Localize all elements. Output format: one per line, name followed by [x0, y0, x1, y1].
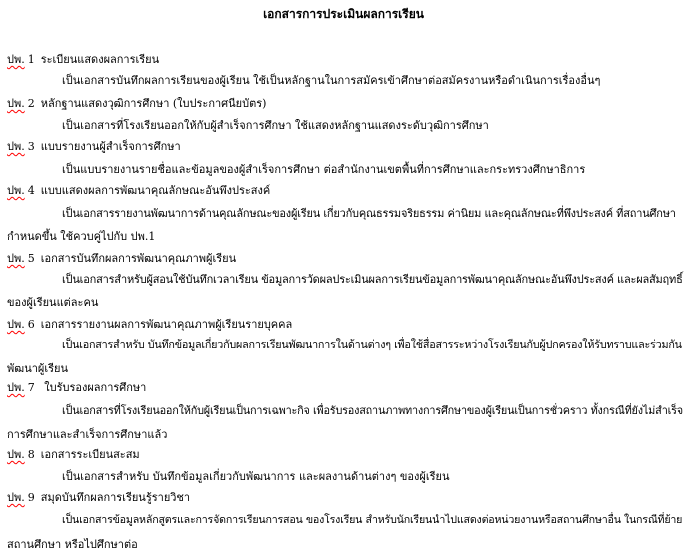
item-name: ใบรับรองผลการศึกษา — [40, 381, 147, 394]
item-number: 7 — [27, 381, 35, 394]
item-heading — [7, 381, 146, 394]
item-description-continued: กำหนดขึ้น ใช้ควบคู่ไปกับ ปพ.1 — [7, 230, 156, 243]
item-name: แบบแสดงผลการพัฒนาคุณลักษณะอันพึงประสงค์ — [40, 184, 271, 197]
item-number: 6 — [27, 318, 35, 331]
item-heading — [7, 184, 270, 197]
item-description: เป็นเอกสารข้อมูลหลักสูตรและการจัดการเรียนการสอน ของโรงเรียน สำหรับนักเรียนนำไปแสดงต่อหน่วยงานหรือสถานศึกษาอื่น ในกรณีที่ย้าย — [62, 513, 683, 526]
item-code: ปพ. — [7, 252, 25, 265]
item-code: ปพ. — [7, 97, 25, 110]
item-code: ปพ. — [7, 491, 25, 504]
item-name: เอกสารระเบียนสะสม — [40, 448, 140, 461]
item-description: เป็นเอกสารบันทึกผลการเรียนของผู้เรียน ใช้เป็นหลักฐานในการสมัครเข้าศึกษาต่อสมัครงานหรือดำเนินการเรื่องอื่นๆ — [62, 74, 601, 87]
item-code: ปพ. — [7, 318, 25, 331]
item-name: ระเบียนแสดงผลการเรียน — [40, 53, 160, 66]
item-name: สมุดบันทึกผลการเรียนรู้รายวิชา — [40, 491, 191, 504]
item-description: เป็นเอกสารสำหรับผู้สอนใช้บันทึกเวลาเรียน ข้อมูลการวัดผลประเมินผลการเรียนข้อมูลการพัฒนาคุณลักษณะอันพึงประสงค์ และผลสัมฤทธิ์ — [62, 273, 683, 286]
item-name: หลักฐานแสดงวุฒิการศึกษา (ใบประกาศนียบัตร) — [40, 97, 267, 110]
item-heading — [7, 318, 292, 331]
item-code: ปพ. — [7, 53, 25, 66]
item-number: 3 — [27, 140, 35, 153]
item-heading — [7, 53, 159, 66]
item-description: เป็นเอกสารที่โรงเรียนออกให้กับผู้เรียนเป็นการเฉพาะกิจ เพื่อรับรองสถานภาพทางการศึกษาของผู้เรียนเป็นการชั่วคราว ทั้งกรณีที่ยังไม่สำเร็จ — [62, 404, 683, 417]
item-heading — [7, 140, 181, 153]
item-description: เป็นเอกสารรายงานพัฒนาการด้านคุณลักษณะของผู้เรียน เกี่ยวกับคุณธรรมจริยธรรม ค่านิยม และคุณลักษณะที่พึงประสงค์ ที่สถานศึกษา — [62, 207, 676, 220]
item-description-continued: การศึกษาและสำเร็จการศึกษาแล้ว — [7, 428, 168, 441]
item-heading — [7, 448, 140, 461]
item-number: 9 — [27, 491, 35, 504]
item-description: เป็นเอกสารสำหรับ บันทึกข้อมูลเกี่ยวกับพัฒนาการ และผลงานด้านต่างๆ ของผู้เรียน — [62, 470, 450, 483]
item-description: เป็นเอกสารสำหรับ บันทึกข้อมูลเกี่ยวกับผลการเรียนพัฒนาการในด้านต่างๆ เพื่อใช้สื่อสารระหว่างโรงเรียนกับผู้ปกครองให้รับทราบและร่วมกัน — [62, 338, 682, 351]
item-number: 8 — [27, 448, 35, 461]
item-heading — [7, 97, 266, 110]
item-description: เป็นแบบรายงานรายชื่อและข้อมูลของผู้สำเร็จการศึกษา ต่อสำนักงานเขตพื้นที่การศึกษาและกระทรวงศึกษาธิการ — [62, 163, 586, 176]
item-description-continued: ของผู้เรียนแต่ละคน — [7, 296, 99, 309]
item-number: 2 — [27, 97, 35, 110]
item-number: 4 — [27, 184, 35, 197]
item-name: เอกสารรายงานผลการพัฒนาคุณภาพผู้เรียนรายบุคคล — [40, 318, 293, 331]
item-number: 5 — [27, 252, 35, 265]
item-heading — [7, 252, 236, 265]
item-name: เอกสารบันทึกผลการพัฒนาคุณภาพผู้เรียน — [40, 252, 237, 265]
item-description: เป็นเอกสารที่โรงเรียนออกให้กับผู้สำเร็จการศึกษา ใช้แสดงหลักฐานแสดงระดับวุฒิการศึกษา — [62, 119, 489, 132]
item-name: แบบรายงานผู้สำเร็จการศึกษา — [40, 140, 181, 153]
item-code: ปพ. — [7, 184, 25, 197]
document-title: เอกสารการประเมินผลการเรียน — [263, 7, 424, 21]
item-description-continued: สถานศึกษา หรือไปศึกษาต่อ — [7, 538, 138, 551]
item-heading — [7, 491, 190, 504]
item-code: ปพ. — [7, 381, 25, 394]
item-number: 1 — [27, 53, 35, 66]
item-code: ปพ. — [7, 448, 25, 461]
item-code: ปพ. — [7, 140, 25, 153]
item-description-continued: พัฒนาผู้เรียน — [7, 362, 68, 375]
